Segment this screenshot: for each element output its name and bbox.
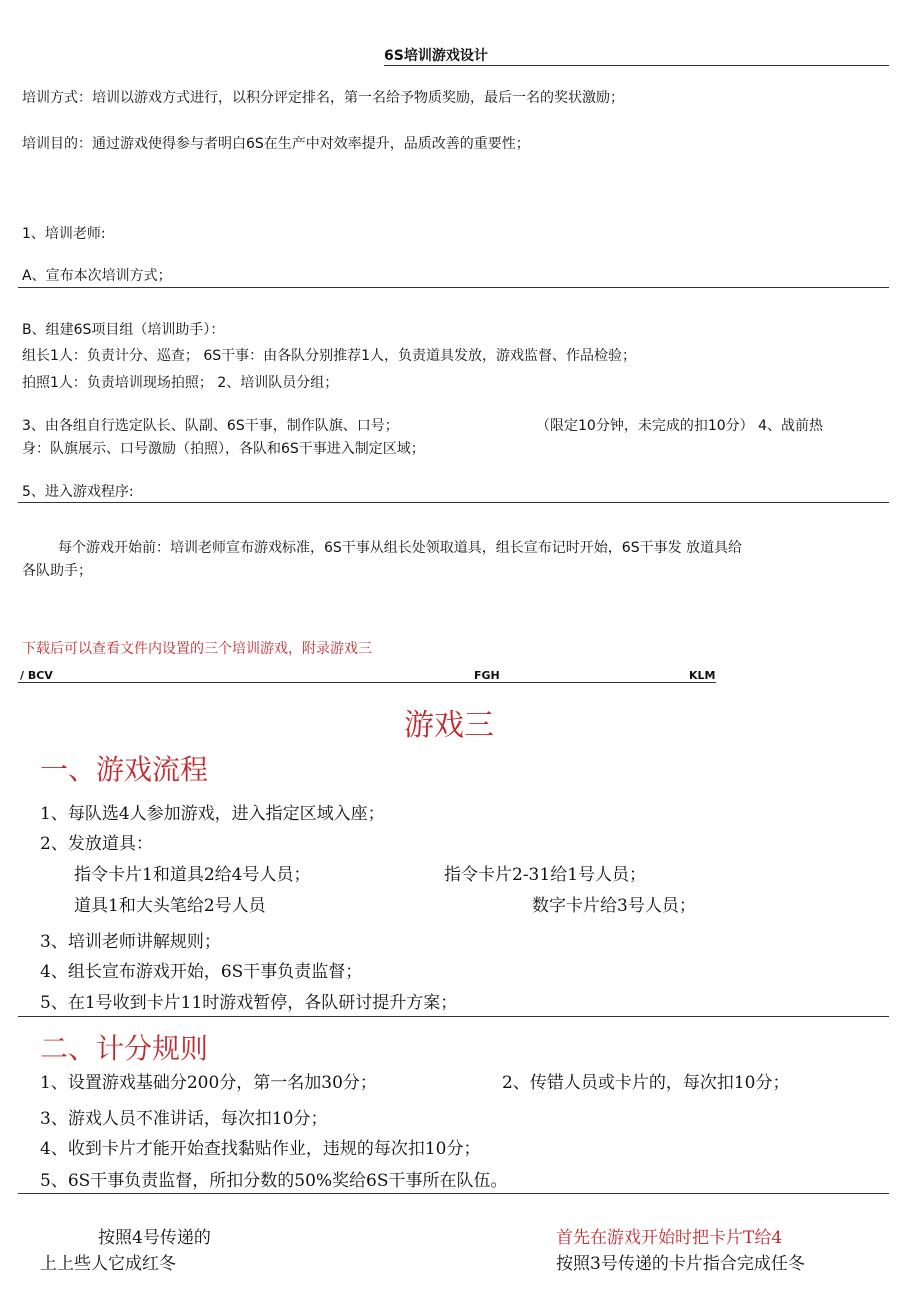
footer-right-line-1: 首先在游戏开始时把卡片T给4 xyxy=(556,1228,783,1248)
before-game-line-2: 各队助手； xyxy=(22,563,92,579)
score-item-1: 1、设置游戏基础分200分，第一名加30分； xyxy=(40,1073,377,1093)
roles-line-2: 拍照1人：负责培训现场拍照； 2、培训队员分组； xyxy=(22,375,339,391)
flow-item-1: 1、每队选4人参加游戏，进入指定区域入座； xyxy=(40,804,385,824)
training-purpose: 培训目的：通过游戏使得参与者明白6S在生产中对效率提升，品质改善的重要性； xyxy=(22,136,530,152)
flow-item-2: 2、发放道具： xyxy=(40,834,153,854)
step-3-line-2: 身：队旗展示、口号激励（拍照），各队和6S干事进入制定区域； xyxy=(22,441,425,457)
flow-item-5: 5、在1号收到卡片11时游戏暂停，各队研讨提升方案； xyxy=(40,993,458,1013)
document-title: 6S培训游戏设计 xyxy=(384,48,488,64)
divider xyxy=(18,502,889,503)
divider xyxy=(18,1193,889,1194)
prop-card-2-31: 指令卡片2-31给1号人员； xyxy=(444,865,647,885)
score-item-2: 2、传错人员或卡片的，每次扣10分； xyxy=(502,1073,790,1093)
step-1: 1、培训老师: xyxy=(22,226,106,242)
divider xyxy=(18,287,889,288)
step-a: A、宣布本次培训方式； xyxy=(22,268,172,284)
step-5: 5、进入游戏程序: xyxy=(22,484,134,500)
download-note: 下载后可以查看文件内设置的三个培训游戏，附录游戏三 xyxy=(22,641,372,657)
score-item-4: 4、收到卡片才能开始查找黏贴作业，违规的每次扣10分； xyxy=(40,1139,481,1159)
divider xyxy=(18,1016,889,1017)
code-right: KLM xyxy=(689,669,716,682)
code-mid: FGH xyxy=(474,669,500,682)
codes-underline xyxy=(18,682,716,683)
prop-number-card: 数字卡片给3号人员； xyxy=(532,896,696,916)
roles-line-1: 组长1人：负责计分、巡查； 6S干事：由各队分别推荐1人，负责道具发放，游戏监督、作品检验； xyxy=(22,348,637,364)
flow-item-3: 3、培训老师讲解规则； xyxy=(40,932,221,952)
prop-marker: 道具1和大头笔给2号人员 xyxy=(74,896,266,916)
section-1-heading: 一、游戏流程 xyxy=(40,753,209,786)
footer-left-line-2: 上上些人它成红冬 xyxy=(40,1254,176,1274)
step-b: B、组建6S项目组（培训助手）： xyxy=(22,322,225,338)
footer-right-line-2: 按照3号传递的卡片指合完成任冬 xyxy=(556,1254,805,1274)
title-underline xyxy=(384,65,889,66)
training-method: 培训方式：培训以游戏方式进行，以积分评定排名，第一名给予物质奖励，最后一名的奖状激励； xyxy=(22,90,624,106)
score-item-3: 3、游戏人员不准讲话，每次扣10分； xyxy=(40,1109,328,1129)
section-2-heading: 二、计分规则 xyxy=(40,1032,209,1065)
prop-card-1: 指令卡片1和道具2给4号人员； xyxy=(74,865,311,885)
footer-left-line-1: 按照4号传递的 xyxy=(98,1228,211,1248)
step-3-line-1b: （限定10分钟，未完成的扣10分） 4、战前热 xyxy=(536,418,823,434)
step-3-line-1a: 3、由各组自行选定队长、队副、6S干事，制作队旗、口号； xyxy=(22,418,399,434)
flow-item-4: 4、组长宣布游戏开始，6S干事负责监督； xyxy=(40,962,363,982)
game-title: 游戏三 xyxy=(404,708,494,743)
before-game-line-1: 每个游戏开始前：培训老师宣布游戏标准，6S干事从组长处领取道具，组长宣布记时开始，6S干事发 放道具给 xyxy=(58,540,743,556)
code-left: / BCV xyxy=(20,669,53,682)
score-item-5: 5、6S干事负责监督，所扣分数的50%奖给6S干事所在队伍。 xyxy=(40,1171,508,1191)
